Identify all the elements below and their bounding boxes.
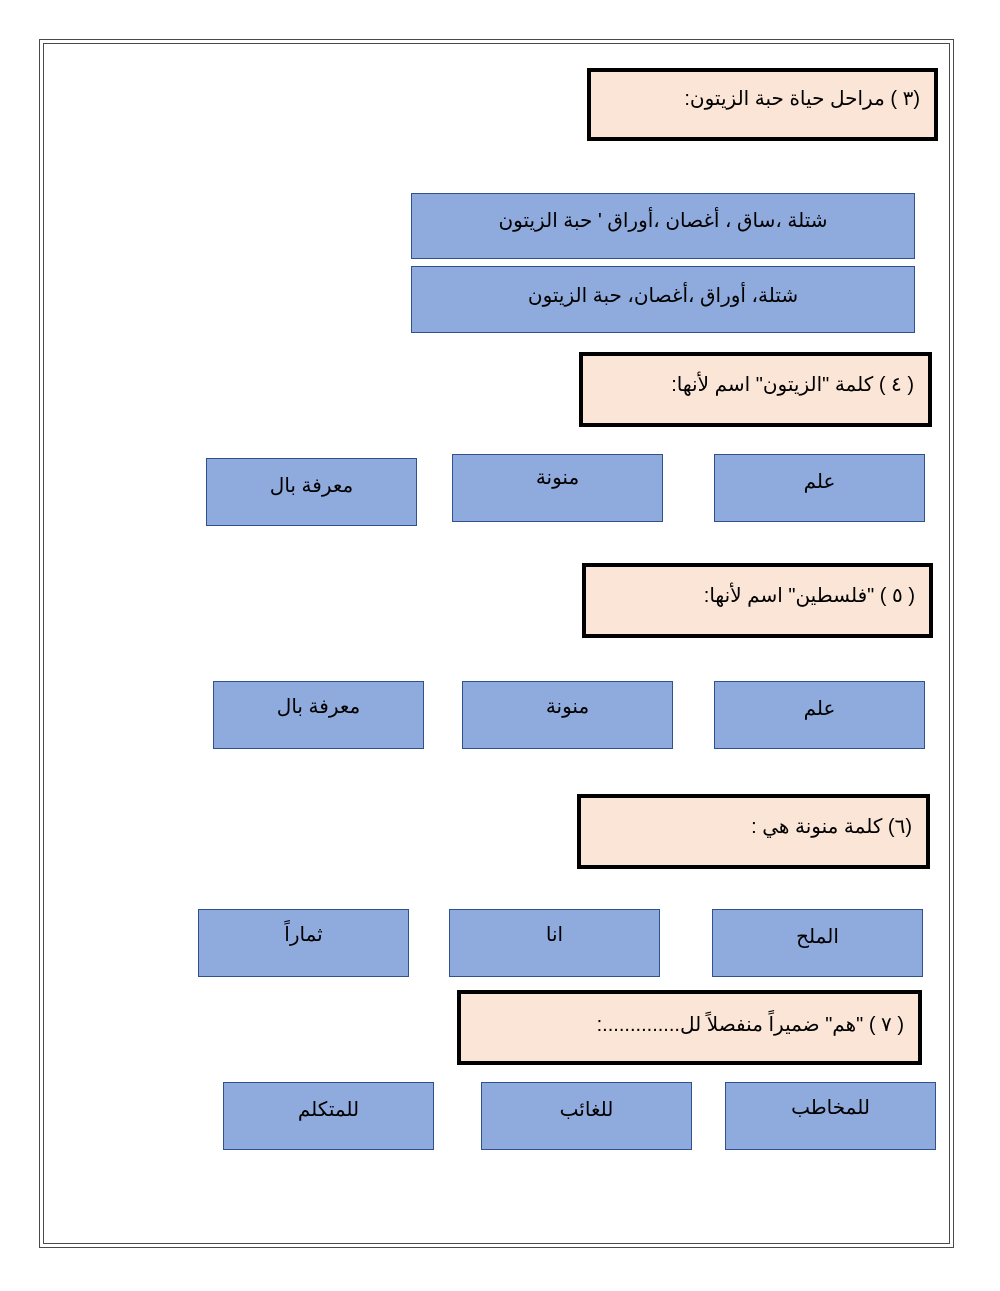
option-label: للغائب — [559, 1099, 614, 1121]
question-7-option-2[interactable] — [481, 1082, 692, 1150]
option-label: شتلة، أوراق ،أغصان، حبة الزيتون — [527, 285, 799, 307]
option-label: الملح — [796, 926, 839, 948]
question-5-option-2[interactable] — [462, 681, 673, 749]
question-3-text: (٣ ) مراحل حياة حبة الزيتون: — [684, 88, 920, 110]
option-label: معرفة بال — [276, 696, 361, 718]
question-4-option-3[interactable] — [206, 458, 417, 526]
option-label: معرفة بال — [269, 475, 354, 497]
option-label: منونة — [535, 467, 580, 489]
question-4-prompt — [579, 352, 932, 427]
option-label: للمخاطب — [791, 1097, 870, 1119]
question-7-option-3[interactable] — [223, 1082, 434, 1150]
question-7-prompt — [457, 990, 922, 1065]
question-3-option-2[interactable] — [411, 266, 915, 333]
question-3-option-1[interactable] — [411, 193, 915, 259]
question-5-text: ( ٥ ) "فلسطين" اسم لأنها: — [703, 585, 915, 607]
option-label: شتلة ،ساق ، أغصان ،أوراق ' حبة الزيتون — [498, 210, 828, 232]
question-5-option-3[interactable] — [213, 681, 424, 749]
question-6-text: (٦) كلمة منونة هي : — [751, 816, 912, 838]
option-label: منونة — [545, 696, 590, 718]
question-6-option-2[interactable] — [449, 909, 660, 977]
question-7-text: ( ٧ ) "هم" ضميراً منفصلاً لل..............: — [596, 1014, 904, 1036]
question-7-option-1[interactable] — [725, 1082, 936, 1150]
question-4-option-1[interactable] — [714, 454, 925, 522]
question-6-option-3[interactable] — [198, 909, 409, 977]
option-label: انا — [545, 924, 564, 946]
question-5-prompt — [582, 563, 933, 638]
option-label: علم — [803, 698, 836, 720]
question-4-text: ( ٤ ) كلمة "الزيتون" اسم لأنها: — [671, 374, 914, 396]
option-label: علم — [803, 471, 836, 493]
question-4-option-2[interactable] — [452, 454, 663, 522]
question-3-prompt — [587, 68, 938, 141]
question-5-option-1[interactable] — [714, 681, 925, 749]
question-6-option-1[interactable] — [712, 909, 923, 977]
option-label: للمتكلم — [297, 1099, 360, 1121]
question-6-prompt — [577, 794, 930, 869]
option-label: ثماراً — [284, 924, 323, 946]
